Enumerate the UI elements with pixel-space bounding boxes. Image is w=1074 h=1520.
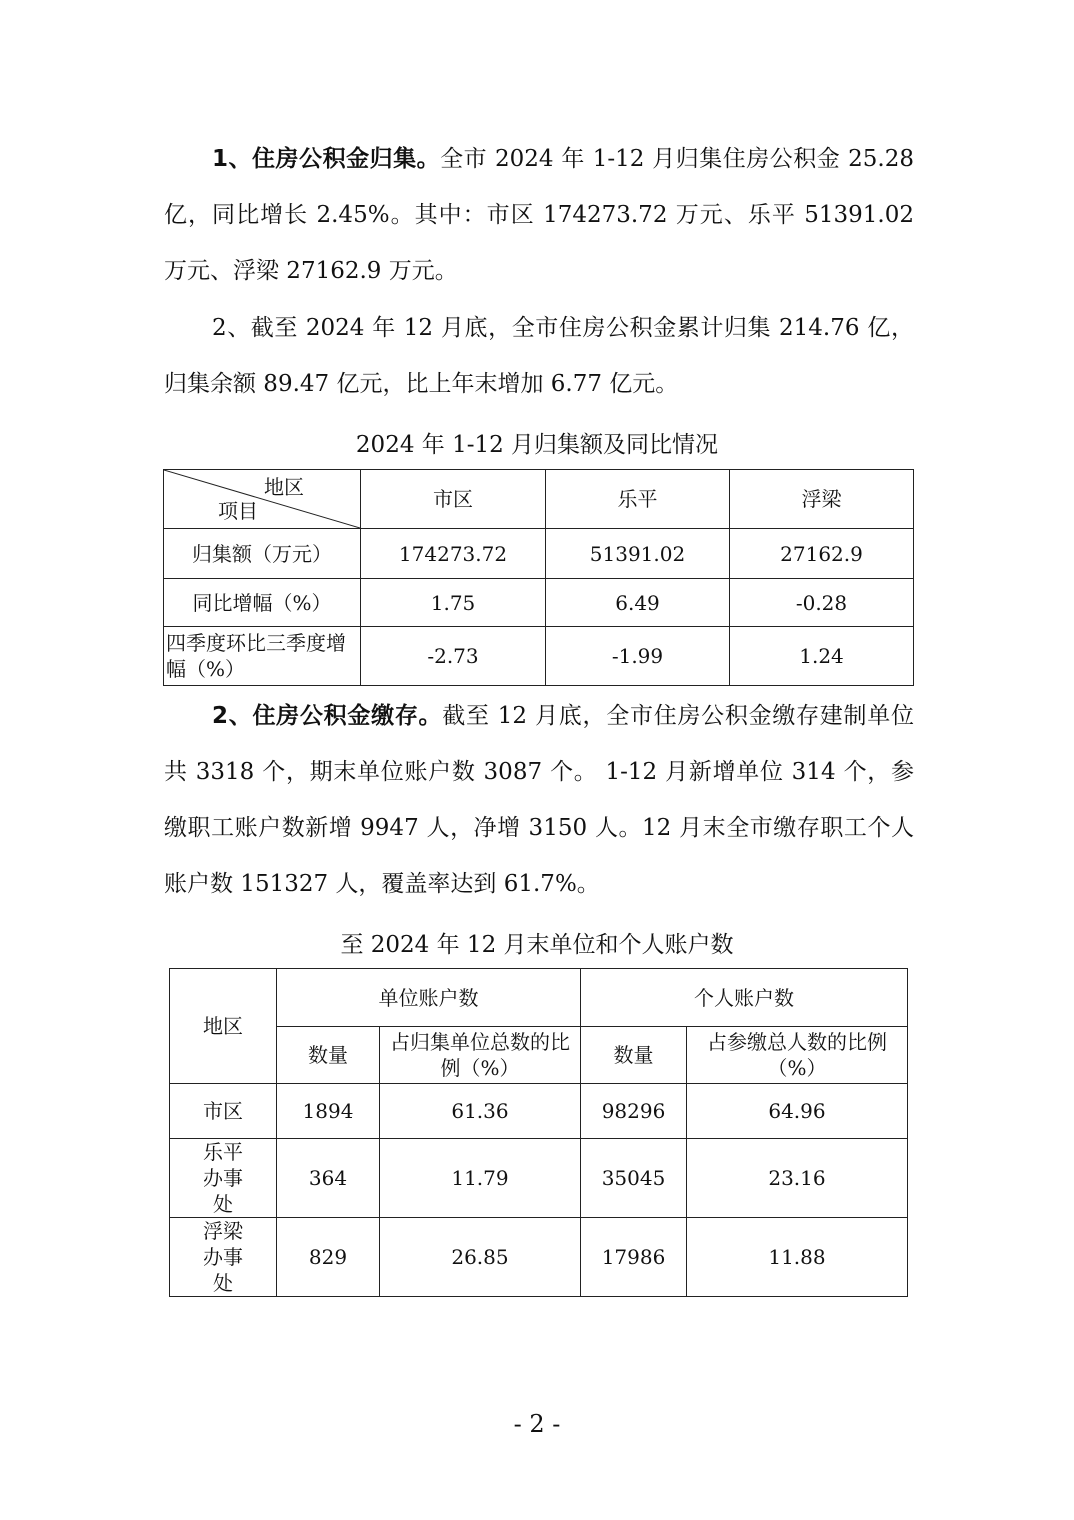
table-cell: -1.99 [546, 627, 730, 686]
table-cell: 11.79 [380, 1139, 581, 1218]
paragraph-deposit-text: 截至 12 月底，全市住房公积金缴存建制单位共 3318 个，期末单位账户数 3087 个。 1-12 月新增单位 314 个，参缴职工账户数新增 9947 人，净增 3150 人。12 月末全市缴存职工个人账户数 151327 人，覆盖率达到 61.7%。 [164, 703, 914, 897]
row-label: 同比增幅（%） [164, 579, 361, 627]
table-row [170, 1084, 908, 1139]
table-cell: 17986 [581, 1218, 687, 1297]
table-cell: 51391.02 [546, 529, 730, 579]
table1-caption: 2024 年 1-12 月归集额及同比情况 [355, 432, 719, 458]
table-cell: -0.28 [730, 579, 914, 627]
table-cell: 11.88 [687, 1218, 908, 1297]
table-cell: 35045 [581, 1139, 687, 1218]
table-cell: 1.24 [730, 627, 914, 686]
column-header: 浮梁 [730, 470, 914, 529]
table-cell: 27162.9 [730, 529, 914, 579]
column-header: 乐平 [546, 470, 730, 529]
diagonal-line [164, 470, 360, 528]
paragraph-collection-lead: 1、住房公积金归集。 [212, 146, 441, 172]
row-label: 四季度环比三季度增幅（%） [164, 627, 361, 686]
collection-table [163, 469, 914, 686]
table-row [170, 1218, 908, 1297]
table-header-row [170, 969, 908, 1027]
group-header-personal: 个人账户数 [581, 969, 908, 1027]
table-cell: 64.96 [687, 1084, 908, 1139]
table2-caption: 至 2024 年 12 月末单位和个人账户数 [340, 932, 734, 958]
region-cell: 市区 [170, 1084, 277, 1139]
table-cell: 26.85 [380, 1218, 581, 1297]
sub-header: 占参缴总人数的比例（%） [687, 1027, 908, 1084]
table-cell: 174273.72 [361, 529, 546, 579]
header-item-label: 项目 [218, 499, 258, 523]
table-cell: 6.49 [546, 579, 730, 627]
paragraph-cumulative: 2、截至 2024 年 12 月底，全市住房公积金累计归集 214.76 亿，归集余额 89.47 亿元，比上年末增加 6.77 亿元。 [164, 315, 914, 397]
table-row [164, 529, 914, 579]
sub-header: 占归集单位总数的比例（%） [380, 1027, 581, 1084]
table-cell: 98296 [581, 1084, 687, 1139]
table-cell: 61.36 [380, 1084, 581, 1139]
table-cell: 829 [277, 1218, 380, 1297]
region-cell: 乐平办事处 [170, 1139, 277, 1218]
account-table [169, 968, 908, 1297]
table-header-row [164, 470, 914, 529]
paragraph-collection [164, 131, 914, 299]
table-subheader-row [170, 1027, 908, 1084]
table-row [170, 1139, 908, 1218]
table-row [164, 627, 914, 686]
table-cell: 364 [277, 1139, 380, 1218]
row-label: 归集额（万元） [164, 529, 361, 579]
diagonal-header-cell [164, 470, 361, 529]
group-header-unit: 单位账户数 [277, 969, 581, 1027]
column-header: 市区 [361, 470, 546, 529]
sub-header: 数量 [581, 1027, 687, 1084]
table-cell: -2.73 [361, 627, 546, 686]
paragraph-collection-text: 全市 2024 年 1-12 月归集住房公积金 25.28 亿，同比增长 2.45%。其中：市区 174273.72 万元、乐平 51391.02 万元、浮梁 27162.9 万元。 [164, 146, 914, 284]
paragraph-deposit-lead: 2、住房公积金缴存。 [212, 703, 443, 729]
paragraph-deposit [164, 688, 914, 912]
sub-header: 数量 [277, 1027, 380, 1084]
header-region-label: 地区 [264, 475, 304, 499]
table-cell: 1894 [277, 1084, 380, 1139]
page-number: - 2 - [513, 1410, 561, 1438]
region-header: 地区 [170, 969, 277, 1084]
table-row [164, 579, 914, 627]
table-cell: 23.16 [687, 1139, 908, 1218]
table-cell: 1.75 [361, 579, 546, 627]
region-cell: 浮梁办事处 [170, 1218, 277, 1297]
